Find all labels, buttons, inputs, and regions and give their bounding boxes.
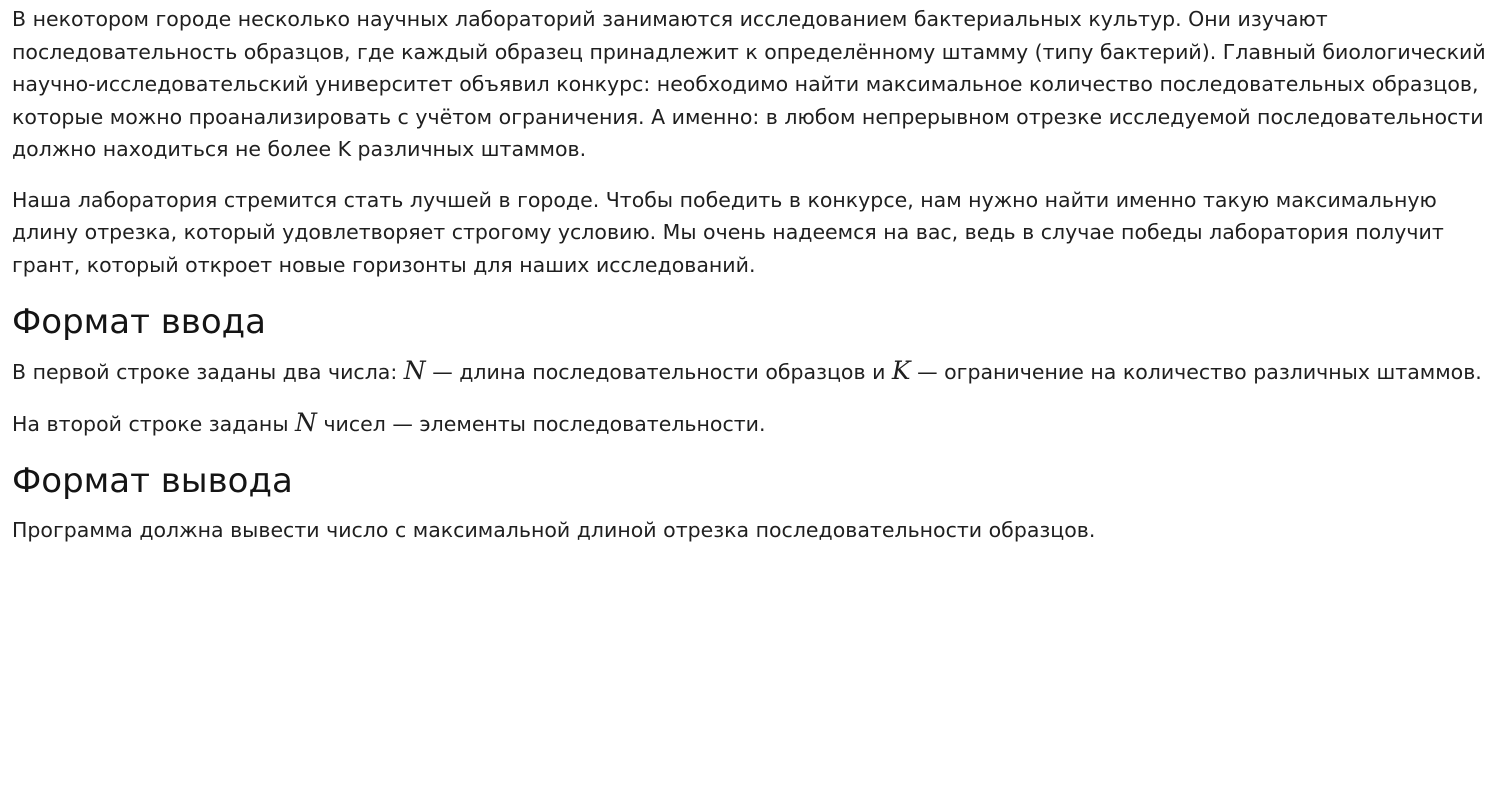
math-variable-n: N [403, 356, 426, 385]
math-variable-k: K [891, 356, 911, 385]
input-format-heading: Формат ввода [12, 302, 266, 342]
input-line1-text-c: — ограничение на количество различных штаммов. [910, 360, 1482, 384]
input-line1-text-a: В первой строке заданы два числа: [12, 360, 404, 384]
input-line1-text-b: — длина последовательности образцов и [425, 360, 892, 384]
math-variable-n-2: N [295, 407, 317, 437]
input-line2-text-b: чисел — элементы последовательности. [316, 411, 766, 436]
input-line2-text-a: На второй строке заданы [12, 411, 296, 436]
input-format-line-2 [12, 407, 1500, 441]
input-format-line-1 [12, 355, 1500, 389]
output-format-heading: Формат вывода [12, 461, 293, 501]
intro-paragraph-1: В некотором городе несколько научных лабораторий занимаются исследованием бактериальных культур. Они изучают последовательность образцов, где каждый образец принадлежит к определённому штамму (типу бактерий). Главный биологический научно-исследовательский университет объявил конкурс: необходимо найти максимальное количество последовательных образцов, которые можно проанализировать с учётом ограничения. А именно: в любом непрерывном отрезке исследуемой последовательности должно находиться не более K различных штаммов. [12, 7, 1486, 161]
output-format-text: Программа должна вывести число с максимальной длиной отрезка последовательности образцов. [12, 518, 1096, 542]
intro-paragraph-2: Наша лаборатория стремится стать лучшей в городе. Чтобы победить в конкурсе, нам нужно найти именно такую максимальную длину отрезка, который удовлетворяет строгому условию. Мы очень надеемся на вас, ведь в случае победы лаборатория получит грант, который откроет новые горизонты для наших исследований. [12, 187, 1444, 277]
